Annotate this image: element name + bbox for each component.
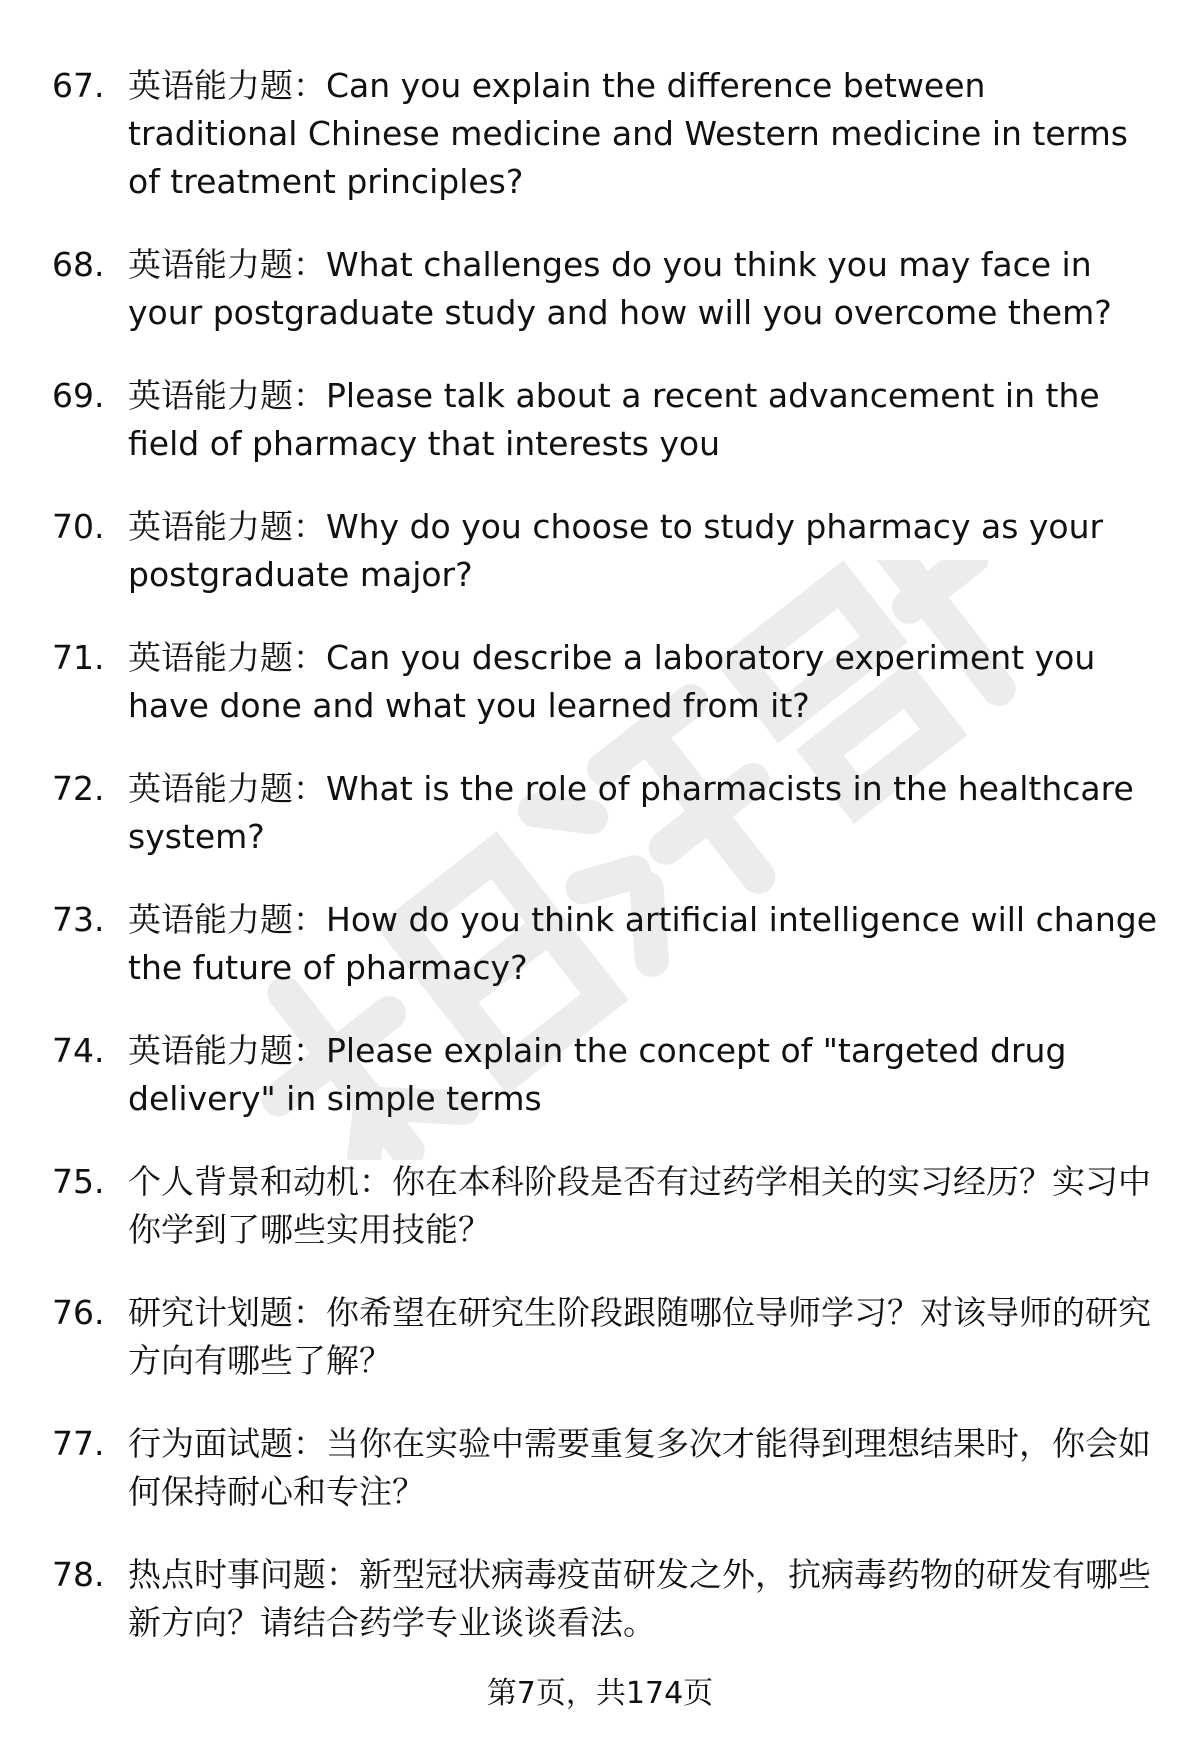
list-item [52, 1551, 1162, 1647]
question-text: 研究计划题：你希望在研究生阶段跟随哪位导师学习？对该导师的研究方向有哪些了解？ [128, 1293, 1151, 1380]
list-item [52, 241, 1162, 337]
question-number: 78. [52, 1555, 105, 1594]
question-number: 72. [52, 769, 105, 808]
list-item [52, 634, 1162, 730]
list-item [52, 503, 1162, 599]
list-item [52, 1158, 1162, 1254]
question-text: 英语能力题：Please explain the concept of "targeted drug delivery" in simple terms [128, 1031, 1067, 1118]
question-text: 英语能力题：How do you think artificial intelligence will change the future of pharmacy? [128, 900, 1158, 987]
question-text: 个人背景和动机：你在本科阶段是否有过药学相关的实习经历？实习中你学到了哪些实用技能？ [128, 1162, 1151, 1249]
question-text: 英语能力题：Can you explain the difference between traditional Chinese medicine and Western medicine in terms of treatment principles? [128, 66, 1128, 201]
list-item [52, 1420, 1162, 1516]
question-text: 英语能力题：What is the role of pharmacists in the healthcare system? [128, 769, 1134, 856]
question-text: 英语能力题：Can you describe a laboratory experiment you have done and what you learned from it? [128, 638, 1096, 725]
question-list [52, 62, 1162, 1682]
question-text: 热点时事问题：新型冠状病毒疫苗研发之外，抗病毒药物的研发有哪些新方向？请结合药学专业谈谈看法。 [128, 1555, 1151, 1642]
question-text: 行为面试题：当你在实验中需要重复多次才能得到理想结果时，你会如何保持耐心和专注？ [128, 1424, 1151, 1511]
question-number: 68. [52, 245, 105, 284]
question-text: 英语能力题：What challenges do you think you may face in your postgraduate study and how will you overcome them? [128, 245, 1112, 332]
page-number-footer: 第7页，共174页 [486, 1676, 714, 1711]
question-number: 67. [52, 66, 105, 105]
question-number: 73. [52, 900, 105, 939]
question-number: 70. [52, 507, 105, 546]
list-item [52, 62, 1162, 206]
question-number: 69. [52, 376, 105, 415]
question-number: 76. [52, 1293, 105, 1332]
question-number: 74. [52, 1031, 105, 1070]
list-item [52, 1289, 1162, 1385]
list-item [52, 896, 1162, 992]
question-number: 71. [52, 638, 105, 677]
list-item [52, 372, 1162, 468]
question-number: 77. [52, 1424, 105, 1463]
list-item [52, 1027, 1162, 1123]
question-number: 75. [52, 1162, 105, 1201]
list-item [52, 765, 1162, 861]
question-text: 英语能力题：Why do you choose to study pharmacy as your postgraduate major? [128, 507, 1104, 594]
question-text: 英语能力题：Please talk about a recent advancement in the field of pharmacy that interests you [128, 376, 1100, 463]
